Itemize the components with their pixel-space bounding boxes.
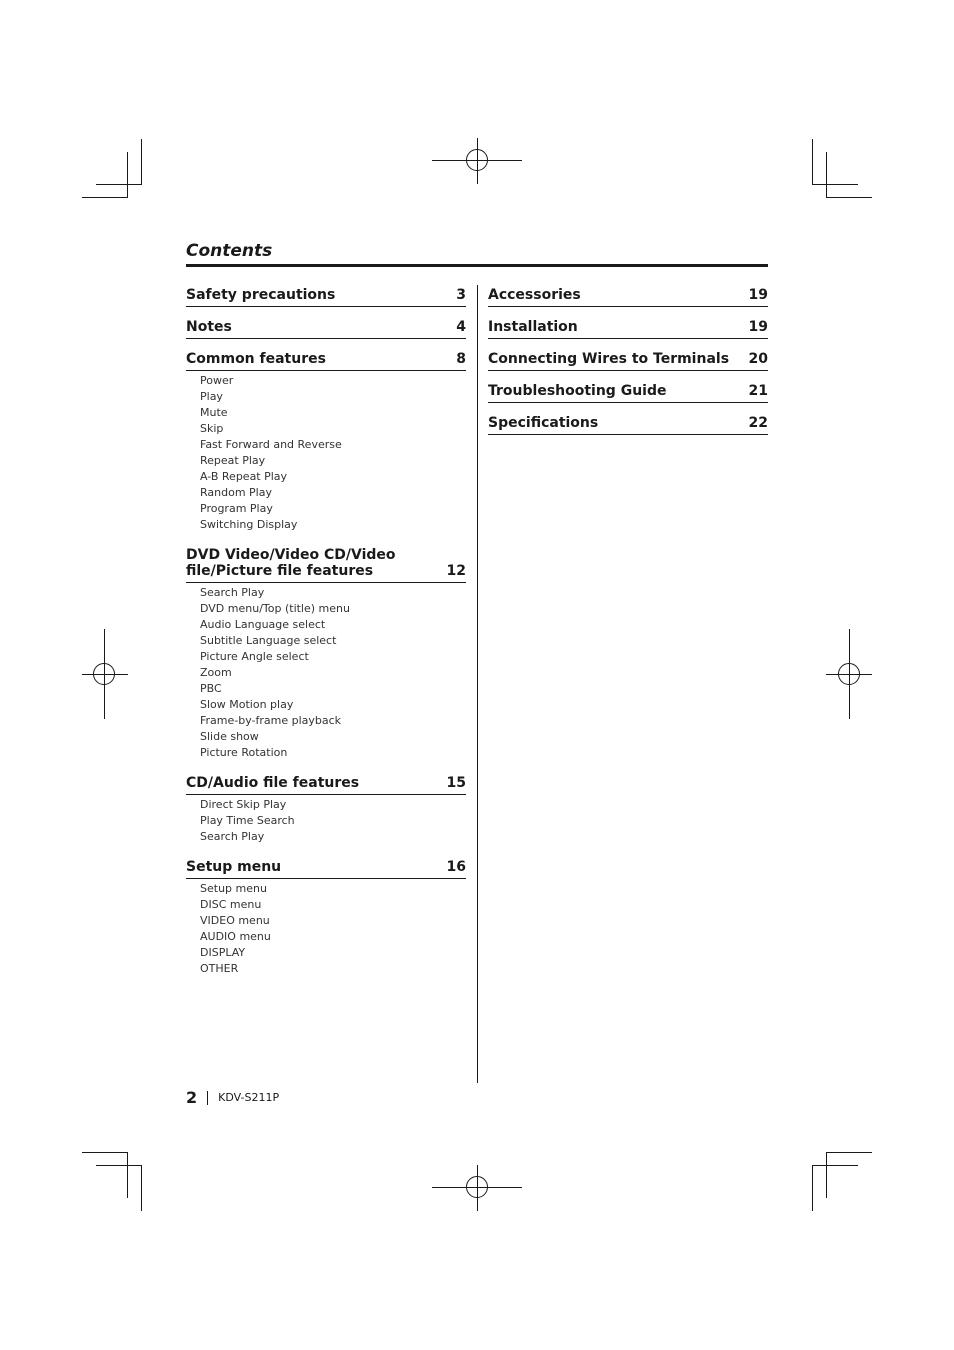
toc-subitem: Search Play xyxy=(200,830,265,843)
toc-entry-page: 4 xyxy=(456,319,466,335)
toc-subitem: Switching Display xyxy=(200,518,298,531)
toc-subitem: Slow Motion play xyxy=(200,698,294,711)
toc-entry[interactable] xyxy=(186,775,466,795)
toc-subitem: Zoom xyxy=(200,666,232,679)
toc-right-column xyxy=(488,287,768,447)
toc-subitem: Random Play xyxy=(200,486,272,499)
toc-entry-title: Troubleshooting Guide xyxy=(488,383,667,399)
toc-entry-title: Safety precautions xyxy=(186,287,336,303)
toc-section xyxy=(488,319,768,339)
toc-entry-title: DVD Video/Video CD/Video file/Picture file features xyxy=(186,547,396,579)
toc-subitem: Program Play xyxy=(200,502,273,515)
toc-section xyxy=(488,351,768,371)
toc-entry[interactable] xyxy=(488,351,768,371)
column-divider xyxy=(477,285,478,1083)
page-footer xyxy=(186,1088,279,1107)
toc-section xyxy=(186,319,466,339)
toc-entry[interactable] xyxy=(186,351,466,371)
toc-entry-title: Setup menu xyxy=(186,859,282,875)
toc-entry-page: 19 xyxy=(748,287,768,303)
toc-subitem: Skip xyxy=(200,422,224,435)
toc-entry-page: 19 xyxy=(748,319,768,335)
toc-entry-page: 20 xyxy=(748,351,768,367)
page-title: Contents xyxy=(186,241,273,261)
title-rule xyxy=(186,264,768,267)
footer-separator xyxy=(207,1091,208,1105)
toc-entry[interactable] xyxy=(186,547,466,583)
toc-entry-page: 15 xyxy=(446,775,466,791)
toc-entry-page: 8 xyxy=(456,351,466,367)
toc-entry-page: 16 xyxy=(446,859,466,875)
toc-subitem: DISPLAY xyxy=(200,946,246,959)
toc-section xyxy=(186,775,466,845)
toc-section xyxy=(488,383,768,403)
toc-entry-page: 21 xyxy=(748,383,768,399)
toc-subitem: Fast Forward and Reverse xyxy=(200,438,342,451)
toc-entry-title: Installation xyxy=(488,319,578,335)
toc-entry[interactable] xyxy=(488,287,768,307)
toc-left-column xyxy=(186,287,466,991)
toc-subitem: Setup menu xyxy=(200,882,267,895)
toc-entry-title: Specifications xyxy=(488,415,599,431)
toc-section xyxy=(186,287,466,307)
toc-subitem: Search Play xyxy=(200,586,265,599)
toc-subitems xyxy=(200,585,466,761)
toc-subitem: Slide show xyxy=(200,730,259,743)
toc-subitem: Direct Skip Play xyxy=(200,798,287,811)
toc-entry-page: 3 xyxy=(456,287,466,303)
toc-section xyxy=(186,351,466,533)
toc-subitem: Subtitle Language select xyxy=(200,634,337,647)
toc-subitem: Power xyxy=(200,374,234,387)
toc-subitem: Picture Rotation xyxy=(200,746,288,759)
toc-entry-title: Common features xyxy=(186,351,326,367)
toc-entry-title: Accessories xyxy=(488,287,581,303)
toc-subitems xyxy=(200,373,466,533)
toc-entry-title: Connecting Wires to Terminals xyxy=(488,351,730,367)
toc-entry-title: CD/Audio file features xyxy=(186,775,360,791)
toc-subitems xyxy=(200,881,466,977)
toc-subitem: VIDEO menu xyxy=(200,914,270,927)
toc-entry[interactable] xyxy=(488,415,768,435)
toc-subitem: Picture Angle select xyxy=(200,650,309,663)
toc-section xyxy=(186,547,466,761)
toc-entry[interactable] xyxy=(488,319,768,339)
toc-subitem: Audio Language select xyxy=(200,618,326,631)
toc-section xyxy=(186,859,466,977)
toc-section xyxy=(488,287,768,307)
toc-subitem: OTHER xyxy=(200,962,239,975)
toc-section xyxy=(488,415,768,435)
toc-entry-page: 12 xyxy=(446,563,466,579)
toc-subitems xyxy=(200,797,466,845)
toc-subitem: DISC menu xyxy=(200,898,262,911)
toc-subitem: AUDIO menu xyxy=(200,930,271,943)
toc-entry[interactable] xyxy=(186,319,466,339)
toc-subitem: PBC xyxy=(200,682,222,695)
toc-entry-page: 22 xyxy=(748,415,768,431)
toc-subitem: Mute xyxy=(200,406,228,419)
toc-entry[interactable] xyxy=(186,859,466,879)
toc-subitem: A-B Repeat Play xyxy=(200,470,288,483)
toc-subitem: Frame-by-frame playback xyxy=(200,714,342,727)
model-name: KDV-S211P xyxy=(218,1091,280,1104)
toc-entry[interactable] xyxy=(186,287,466,307)
toc-subitem: Play Time Search xyxy=(200,814,295,827)
toc-entry[interactable] xyxy=(488,383,768,403)
toc-entry-title: Notes xyxy=(186,319,232,335)
toc-subitem: Play xyxy=(200,390,223,403)
page-number: 2 xyxy=(186,1088,198,1107)
toc-subitem: DVD menu/Top (title) menu xyxy=(200,602,350,615)
toc-subitem: Repeat Play xyxy=(200,454,266,467)
